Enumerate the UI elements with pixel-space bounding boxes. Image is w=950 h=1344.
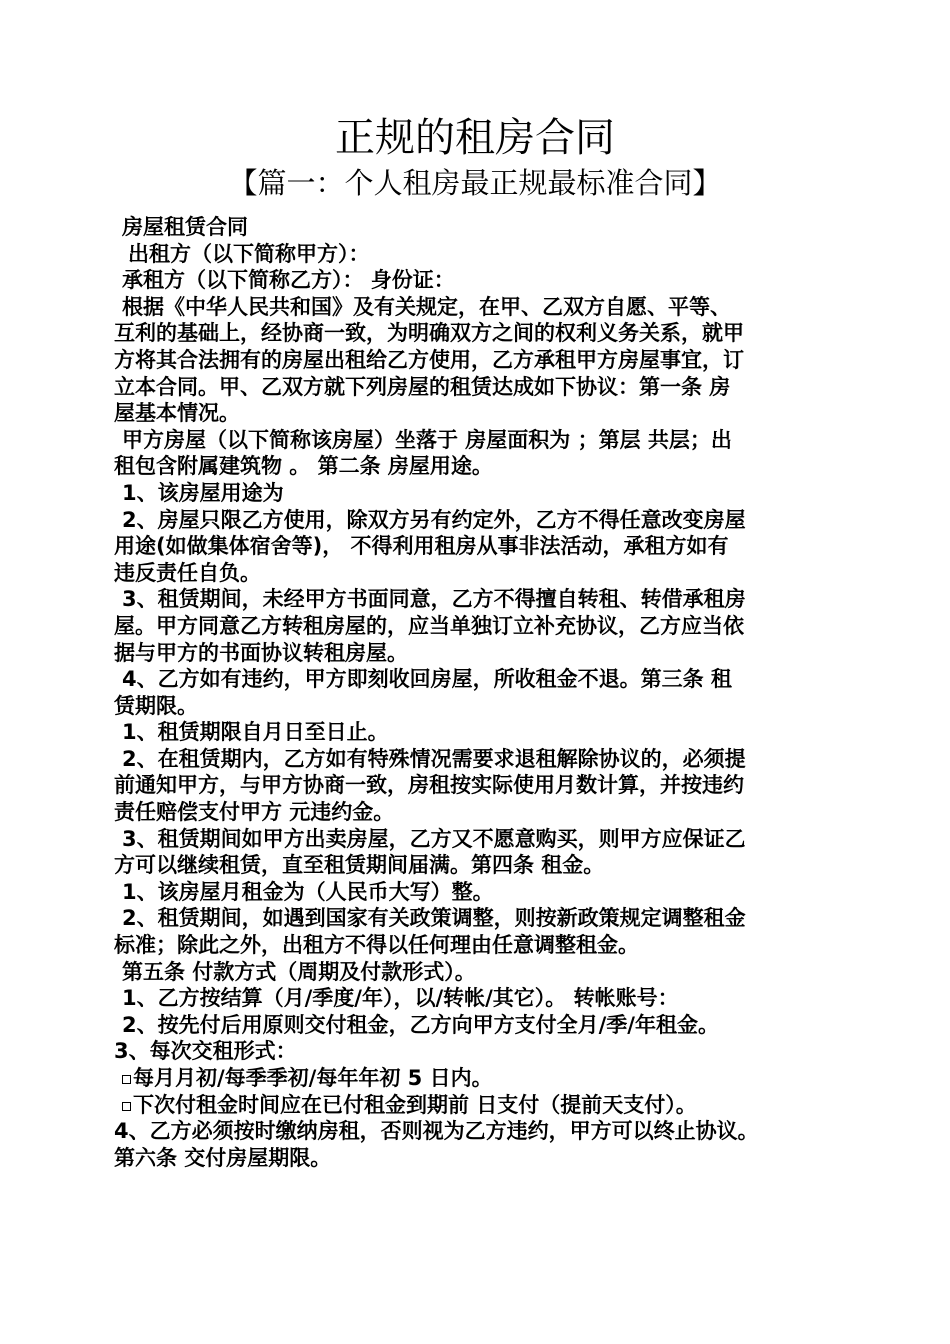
text-line-content: 立本合同。甲、乙双方就下列房屋的租赁达成如下协议：第一条 房 [114, 374, 731, 399]
text-line-content: 屋。甲方同意乙方转租房屋的，应当单独订立补充协议，乙方应当依 [114, 613, 744, 638]
text-line [114, 1118, 838, 1145]
text-line-content: 2、在租赁期内，乙方如有特殊情况需要求退租解除协议的，必须提 [122, 746, 746, 771]
document-title: 正规的租房合同 [335, 115, 615, 161]
text-line [114, 427, 838, 454]
text-line [114, 613, 838, 640]
text-line [114, 719, 838, 746]
text-line-content: 根据《中华人民共和国》及有关规定，在甲、乙双方自愿、平等、 [122, 294, 731, 319]
text-line-content: 租包含附属建筑物 。 第二条 房屋用途。 [114, 454, 493, 479]
text-line [114, 905, 838, 932]
text-line-content: 3、租赁期间如甲方出卖房屋，乙方又不愿意购买，则甲方应保证乙 [122, 826, 746, 851]
text-line-content: 出租方（以下简称甲方）： [128, 241, 370, 266]
text-line [114, 879, 838, 906]
text-line [114, 560, 838, 587]
text-line-content: 屋基本情况。 [114, 401, 240, 426]
text-line-content: 每月月初/每季季初/每年年初 5 日内。 [133, 1066, 493, 1090]
text-line [114, 852, 838, 879]
text-line [114, 640, 838, 667]
text-line-content: 标准；除此之外，出租方不得以任何理由任意调整租金。 [114, 933, 639, 958]
text-line [114, 799, 838, 826]
text-line-content: 赁期限。 [114, 693, 198, 718]
text-line [114, 1065, 838, 1092]
checkbox-icon [122, 1102, 131, 1111]
text-line-content: 1、乙方按结算（月/季度/年），以/转帐/其它）。 转帐账号： [122, 986, 679, 1011]
text-line [114, 400, 838, 427]
text-line-content: 第六条 交付房屋期限。 [114, 1145, 332, 1170]
text-line-content: 3、每次交租形式： [114, 1039, 297, 1064]
text-line [114, 1092, 838, 1119]
text-line-content: 据与甲方的书面协议转租房屋。 [114, 640, 408, 665]
text-line-content: 房屋租赁合同 [122, 215, 248, 239]
text-line-content: 前通知甲方，与甲方协商一致，房租按实际使用月数计算，并按违约 [114, 773, 744, 798]
text-line-content: 1、租赁期限自月日至日止。 [122, 720, 389, 745]
text-line-content: 4、乙方必须按时缴纳房租，否则视为乙方违约，甲方可以终止协议。 [114, 1119, 759, 1144]
text-line-content: 承租方（以下简称乙方）： 身份证： [122, 268, 455, 293]
text-line [114, 586, 838, 613]
text-line [114, 480, 838, 507]
text-line [114, 693, 838, 720]
text-line-content: 1、该房屋月租金为（人民币大写）整。 [122, 879, 494, 904]
text-line [114, 985, 838, 1012]
text-line-content: 责任赔偿支付甲方 元违约金。 [114, 800, 395, 825]
text-line-content: 下次付租金时间应在已付租金到期前 日支付（提前天支付）。 [133, 1092, 697, 1117]
text-line [114, 374, 838, 401]
text-line [114, 241, 838, 268]
text-line [114, 507, 838, 534]
text-line [114, 347, 838, 374]
text-line-content: 2、租赁期间，如遇到国家有关政策调整，则按新政策规定调整租金 [122, 906, 746, 931]
text-line-content: 互利的基础上，经协商一致，为明确双方之间的权利义务关系，就甲 [114, 321, 744, 346]
text-line-content: 违反责任自负。 [114, 560, 261, 585]
text-line [114, 666, 838, 693]
text-line [114, 1038, 838, 1065]
text-line [114, 932, 838, 959]
text-line [114, 959, 838, 986]
text-line-content: 方将其合法拥有的房屋出租给乙方使用，乙方承租甲方房屋事宜，订 [114, 347, 744, 372]
text-line [114, 214, 838, 241]
text-line [114, 746, 838, 773]
text-line [114, 1145, 838, 1172]
document-subtitle: 【篇一：个人租房最正规最标准合同】 [228, 166, 722, 200]
text-line-content: 2、按先付后用原则交付租金，乙方向甲方支付全月/季/年租金。 [122, 1012, 719, 1037]
checkbox-icon [122, 1075, 131, 1084]
text-line-content: 方可以继续租赁，直至租赁期间届满。第四条 租金。 [114, 853, 605, 878]
text-line [114, 1012, 838, 1039]
text-line [114, 294, 838, 321]
text-line [114, 453, 838, 480]
text-line-content: 2、房屋只限乙方使用，除双方另有约定外，乙方不得任意改变房屋 [122, 507, 746, 532]
text-line [114, 533, 838, 560]
text-line-content: 甲方房屋（以下简称该房屋）坐落于 房屋面积为 ；第层 共层；出 [122, 427, 732, 452]
text-line [114, 320, 838, 347]
text-line [114, 772, 838, 799]
text-line-content: 3、租赁期间，未经甲方书面同意，乙方不得擅自转租、转借承租房 [122, 587, 746, 612]
text-line-content: 第五条 付款方式（周期及付款形式）。 [122, 959, 476, 984]
text-line-content: 用途(如做集体宿舍等)， 不得利用租房从事非法活动，承租方如有 [114, 534, 729, 559]
text-line [114, 826, 838, 853]
text-line-content: 4、乙方如有违约，甲方即刻收回房屋，所收租金不退。第三条 租 [122, 667, 732, 692]
text-line [114, 267, 838, 294]
contract-body [114, 214, 838, 1171]
text-line-content: 1、该房屋用途为 [122, 480, 284, 505]
